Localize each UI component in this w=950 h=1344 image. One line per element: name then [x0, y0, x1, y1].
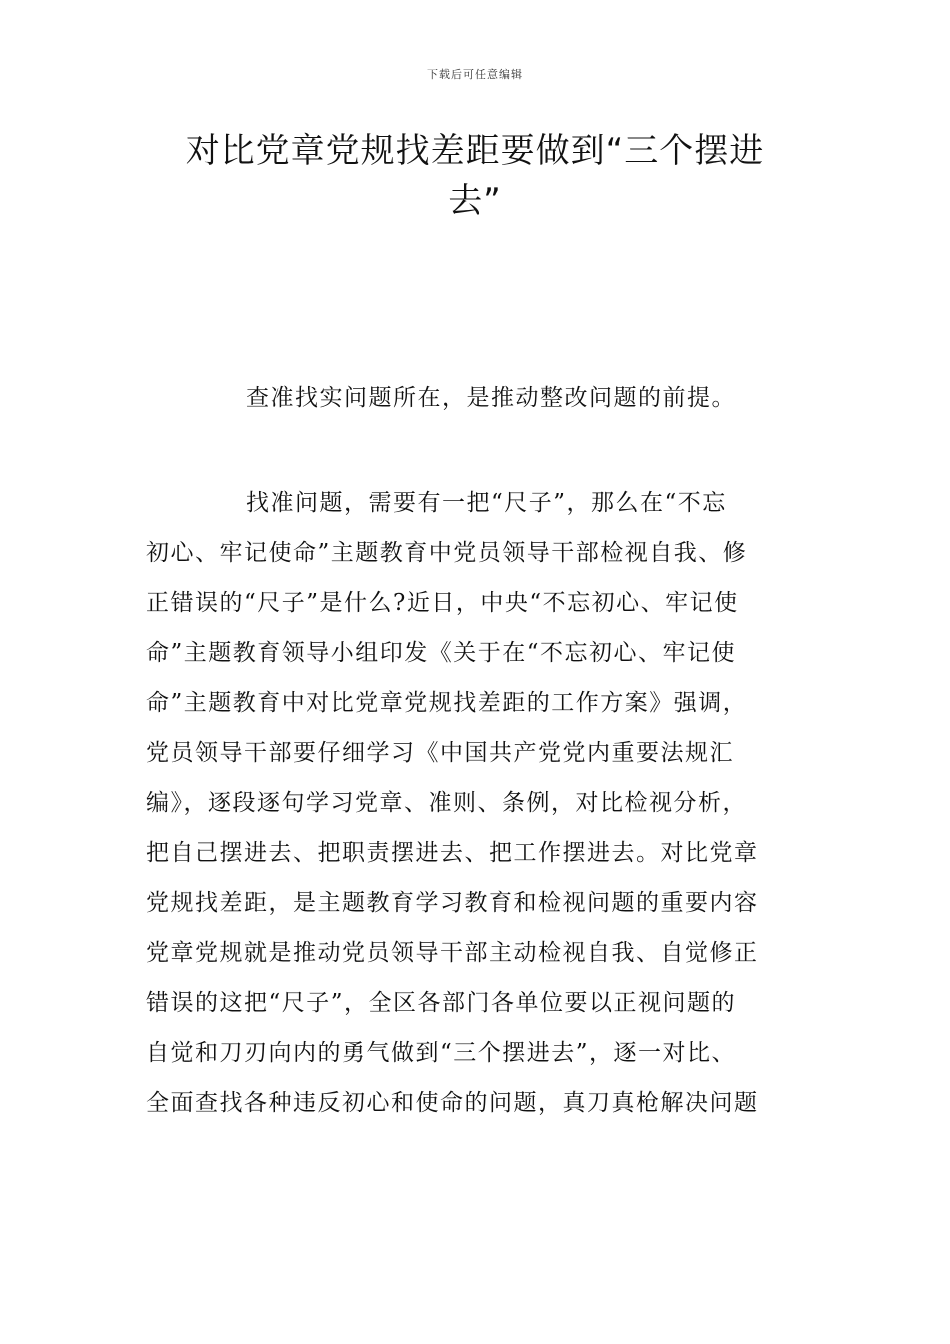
body-line: 正错误的“尺子”是什么?近日，中央“不忘初心、牢记使: [146, 590, 739, 616]
page-title: [150, 126, 800, 226]
body-line: 初心、牢记使命”主题教育中党员领导干部检视自我、修: [146, 540, 748, 566]
body-line: 错误的这把“尺子”，全区各部门各单位要以正视问题的: [146, 990, 737, 1016]
title-line-1: 对比党章党规找差距要做到“三个摆进: [185, 131, 765, 171]
body-line: 党章党规就是推动党员领导干部主动检视自我、自觉修正: [146, 940, 759, 966]
body-line: 自觉和刀刃向内的勇气做到“三个摆进去”，逐一对比、: [146, 1040, 737, 1066]
body-line: 命”主题教育中对比党章党规找差距的工作方案》强调，: [146, 690, 748, 716]
body-line: 命”主题教育领导小组印发《关于在“不忘初心、牢记使: [146, 640, 737, 666]
body-line: 找准问题，需要有一把“尺子”，那么在“不忘: [246, 490, 727, 516]
title-line-2: 去”: [448, 181, 502, 221]
lead-paragraph: 查准找实问题所在，是推动整改问题的前提。: [246, 385, 736, 411]
body-line: 编》，逐段逐句学习党章、准则、条例，对比检视分析，: [146, 790, 747, 816]
header-note: 下载后可任意编辑: [427, 68, 523, 81]
body-line: 把自己摆进去、把职责摆进去、把工作摆进去。对比党章: [146, 840, 759, 866]
body-line: 全面查找各种违反初心和使命的问题，真刀真枪解决问题: [146, 1090, 759, 1116]
body-line: 党员领导干部要仔细学习《中国共产党党内重要法规汇: [146, 740, 734, 766]
body-paragraph: [146, 478, 806, 1128]
body-line: 党规找差距，是主题教育学习教育和检视问题的重要内容: [146, 890, 759, 916]
